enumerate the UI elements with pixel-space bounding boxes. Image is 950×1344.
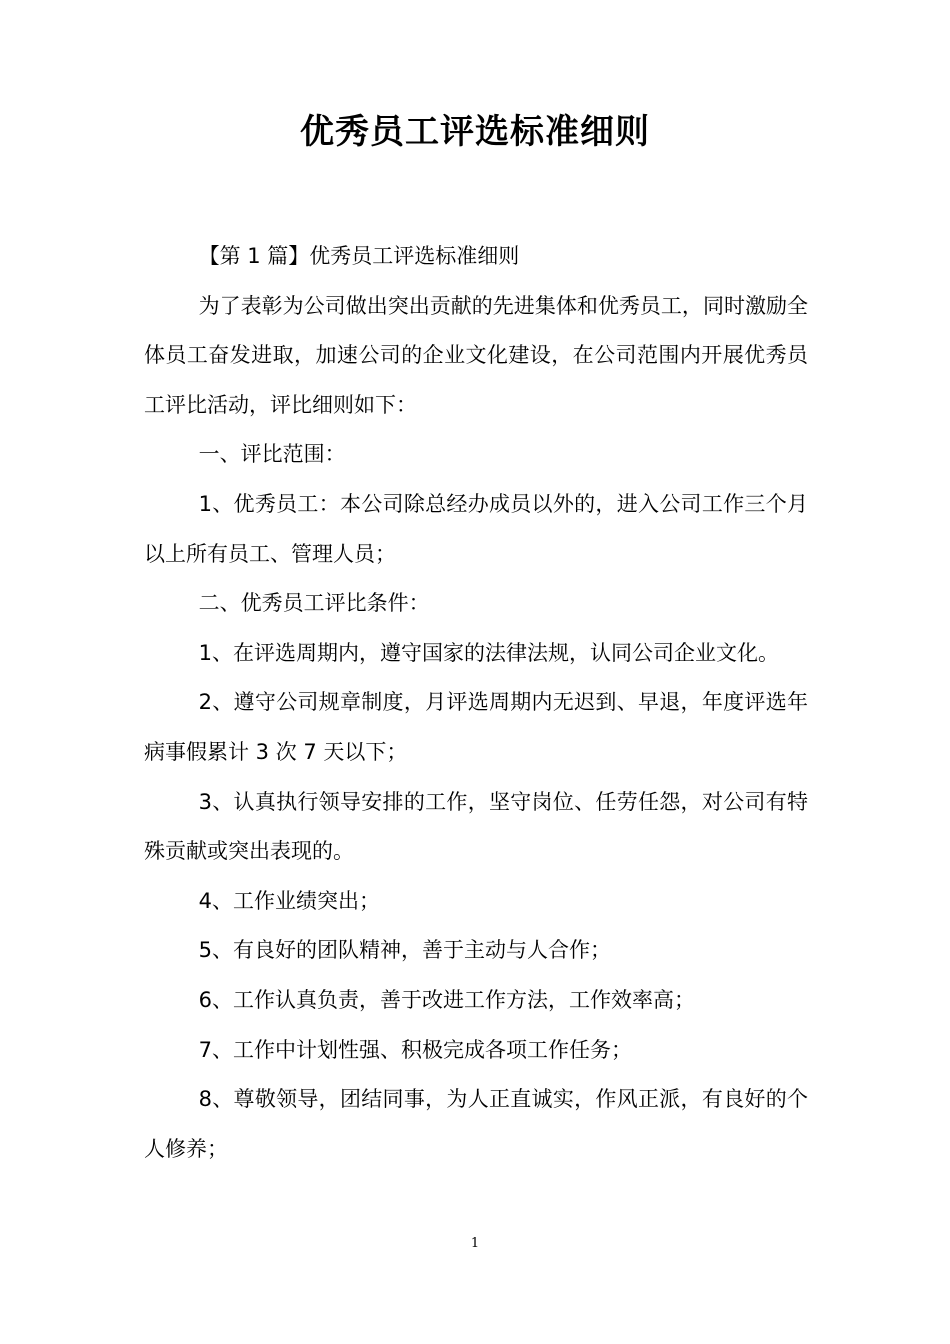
condition-item-4: 4、工作业绩突出； [198,888,380,913]
condition-item-1: 1、在评选周期内，遵守国家的法律法规，认同公司企业文化。 [198,640,779,665]
condition-item-3: 3、认真执行领导安排的工作，坚守岗位、任劳任怨，对公司有特殊贡献或突出表现的。 [144,789,808,864]
condition-item-2: 2、遵守公司规章制度，月评选周期内无迟到、早退，年度评选年病事假累计 3 次 7 天以下； [144,690,808,764]
condition-item-7: 7、工作中计划性强、积极完成各项工作任务； [198,1037,632,1062]
condition-item-6: 6、工作认真负责，善于改进工作方法，工作效率高； [198,987,695,1012]
document-body [144,232,808,1174]
heading-conditions: 二、优秀员工评比条件： [198,591,430,616]
condition-item-5: 5、有良好的团队精神，善于主动与人合作； [198,938,611,963]
condition-item-8: 8、尊敬领导，团结同事，为人正直诚实，作风正派，有良好的个人修养； [144,1087,808,1161]
page-number: 1 [470,1236,480,1251]
scope-item-1: 1、优秀员工：本公司除总经办成员以外的，进入公司工作三个月以上所有员工、管理人员； [144,491,808,566]
heading-scope: 一、评比范围： [198,442,346,467]
document-title: 优秀员工评选标准细则 [300,112,650,152]
section-heading: 【第 1 篇】优秀员工评选标准细则 [198,244,520,268]
intro-paragraph: 为了表彰为公司做出突出贡献的先进集体和优秀员工，同时激励全体员工奋发进取，加速公司的企业文化建设，在公司范围内开展优秀员工评比活动，评比细则如下： [144,293,808,417]
